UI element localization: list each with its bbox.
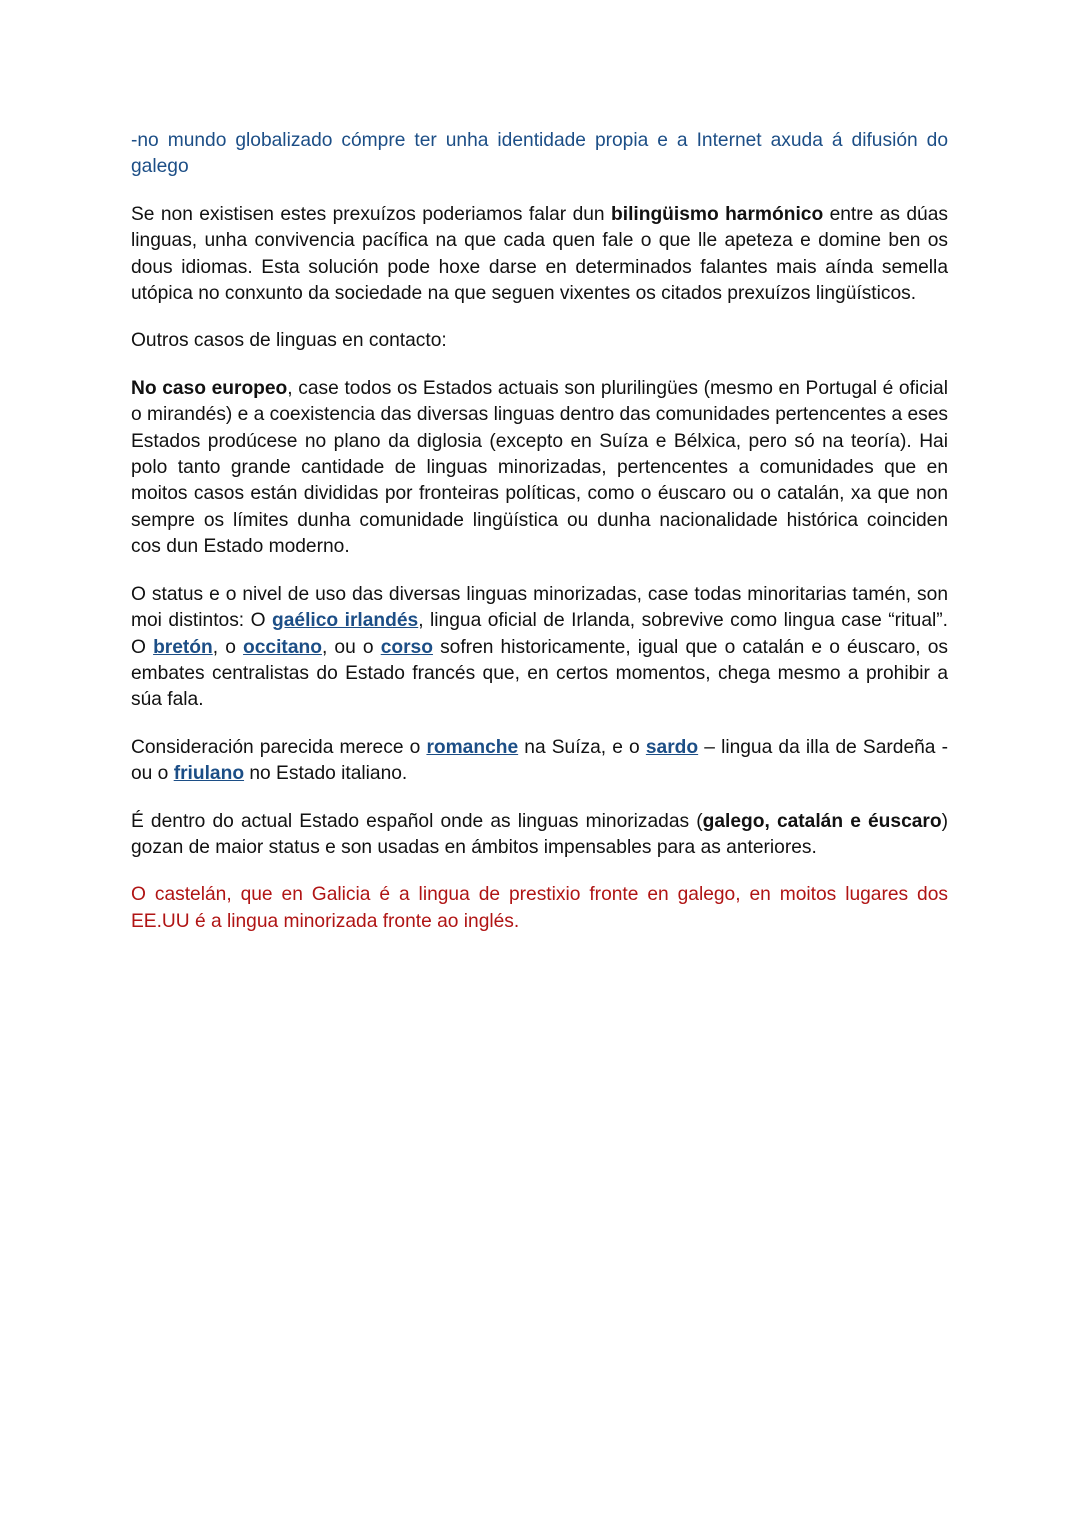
bold-term-languages: galego, catalán e éuscaro (702, 810, 942, 832)
paragraph-minority-status (131, 582, 948, 714)
document-page (131, 128, 948, 956)
text-span: É dentro do actual Estado español onde as linguas minorizadas ( (131, 810, 703, 832)
section-intro-other-cases: Outros casos de linguas en contacto: (131, 330, 447, 352)
paragraph-romansh-sardinian (131, 735, 948, 788)
link-corsican[interactable]: corso (380, 636, 433, 658)
link-irish-gaelic[interactable]: gaélico irlandés (272, 610, 419, 632)
text-span: no Estado italiano. (244, 763, 408, 785)
bold-term-european-case: No caso europeo (131, 377, 288, 399)
link-friulian[interactable]: friulano (173, 763, 245, 785)
link-breton[interactable]: bretón (153, 636, 213, 658)
link-sardinian[interactable]: sardo (645, 736, 699, 758)
link-romansh[interactable]: romanche (426, 736, 519, 758)
text-span: – lingua da illa de Sardeña - ou o (131, 736, 948, 785)
text-span: , lingua oficial de Irlanda, sobrevive como lingua case “ritual”. O (131, 610, 948, 658)
paragraph-harmonic-bilingualism (131, 202, 948, 308)
paragraph-european-case (131, 376, 948, 561)
link-occitan[interactable]: occitano (243, 636, 322, 658)
text-span: Se non existisen estes prexuízos poderiamos falar dun (131, 203, 612, 225)
castilian-usa-note: O castelán, que en Galicia é a lingua de prestixio fronte en galego, en moitos lugares dos EE.UU é a lingua minorizada fronte ao inglés. (131, 884, 948, 932)
globalized-world-note: -no mundo globalizado cómpre ter unha identidade propia e a Internet axuda á difusión do galego (131, 130, 948, 178)
text-span: ) gozan de maior status e son usadas en ámbitos impensables para as anteriores. (131, 810, 948, 858)
text-span: sofren historicamente, igual que o catalán e o éuscaro, os embates centralistas do Estado francés que, en certos momentos, chega mesmo a prohibir a súa fala. (131, 636, 948, 711)
text-span: , case todos os Estados actuais son plurilingües (mesmo en Portugal é oficial o mirandés) e a coexistencia das diversas linguas dentro das comunidades pertencentes a eses Estados prodúcese no plano da diglosia (excepto en Suíza e Bélxica, pero só na teoría). Hai polo tanto grande cantidade de linguas minorizadas, pertencentes a comunidades que en moitos casos están divididas por fronteiras políticas, como o éuscaro ou o catalán, xa que non sempre os límites dunha comunidade lingüística ou dunha nacionalidade histórica coinciden cos dun Estado moderno. (131, 377, 949, 558)
text-span: Consideración parecida merece o (131, 736, 427, 758)
text-span: , ou o (321, 636, 381, 658)
text-span: O status e o nivel de uso das diversas linguas minorizadas, case todas minoritarias tamén, son moi distintos: O (131, 583, 948, 632)
paragraph-spanish-state (131, 809, 948, 862)
text-span: entre as dúas linguas, unha convivencia pacífica na que cada quen fale o que lle apeteza e domine ben os dous idiomas. Esta solución pode hoxe darse en determinados falantes mais aínda semella utópica no conxunto da sociedade na que seguen vixentes os citados prexuízos lingüísticos. (131, 203, 948, 305)
text-span: na Suíza, e o (518, 736, 646, 758)
bold-term-bilingualism: bilingüismo harmónico (611, 203, 824, 225)
text-span: , o (212, 636, 244, 658)
